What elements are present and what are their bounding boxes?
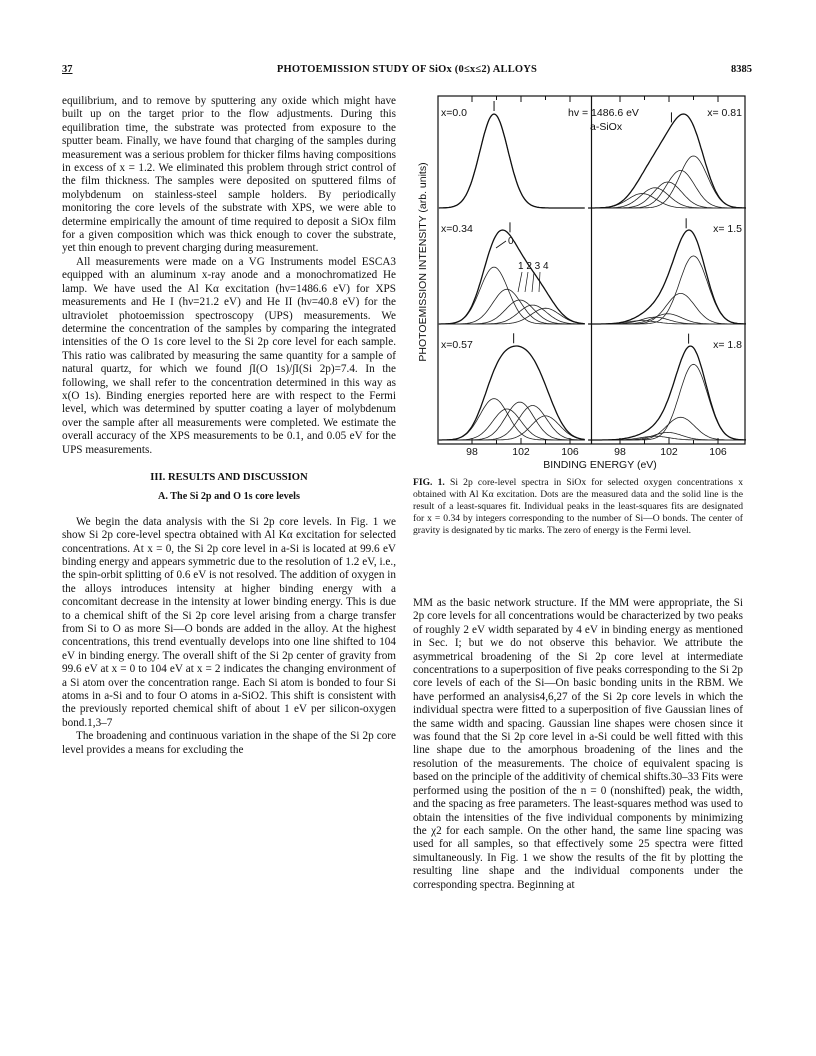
component-peak xyxy=(588,432,746,440)
component-peak xyxy=(439,289,585,324)
component-peak xyxy=(588,182,746,208)
paragraph: The broadening and continuous variation in the shape of the Si 2p core level provides a means for excluding the xyxy=(62,730,396,756)
peak-label-0: 0 xyxy=(508,236,514,247)
x-tick-label: 106 xyxy=(709,446,727,458)
component-peak xyxy=(439,114,585,208)
energy-annotation: hv = 1486.6 eV xyxy=(568,107,639,119)
component-peak xyxy=(588,417,746,440)
header-title: PHOTOEMISSION STUDY OF SiOx (0≤x≤2) ALLOYS xyxy=(276,64,538,75)
header-page-number: 8385 xyxy=(731,64,752,75)
y-axis-label: PHOTOEMISSION INTENSITY (arb. units) xyxy=(417,162,429,362)
panel-label: x=0.57 xyxy=(441,339,473,351)
component-peak xyxy=(588,170,746,208)
subsection-heading: A. The Si 2p and O 1s core levels xyxy=(158,491,300,503)
figure-1 xyxy=(412,94,746,474)
left-column xyxy=(62,95,396,757)
figure-plot xyxy=(412,94,746,474)
paragraph: MM as the basic network structure. If the MM were appropriate, the Si 2p core levels for all concentrations would be characterized by two peaks of roughly 2 eV width separated by 4 eV in binding energy as mentioned in Sec. I; but we do not observe this behavior. We attribute the asymmetrical broadening of the Si 2p core level at intermediate concentrations to a superposition of five peaks corresponding to the Si 2p core levels of each of the Si—On basic bonding units in the RBM. We have performed an analysis4,6,27 of the Si 2p core levels in which the individual spectra were fitted to a superposition of five Gaussian lines of the same width and spacing. Gaussian line shapes were chosen since it was found that the Si 2p core level in a-Si could be well fitted with this line shape due to the amorphous broadening of the lines and the resolution of the measurements. The choice of equivalent spacing is based on the principle of the additivity of chemical shifts.30–33 Fits were performed using the position of the n = 0 (nonshifted) peak, the width, and the spacing as free parameters. The least-squares method was used to obtain the intensities of the five individual components by minimizing the χ2 for each sample. On the other hand, the same line spacing was used for all samples, so that effectively some 25 spectra were fitted simultaneously. In Fig. 1 we show the results of the fit by plotting the resulting line shape and the individual components under the corresponding spectra. Beginning at xyxy=(413,597,743,891)
peak-label-leader xyxy=(525,272,528,292)
x-tick-label: 102 xyxy=(660,446,678,458)
peak-label-leader xyxy=(518,272,522,292)
paragraph: All measurements were made on a VG Instruments model ESCA3 equipped with an aluminum x-ray anode and a monochromatized He lamp. We have used the Al Kα excitation (hν=1486.6 eV) for XPS measurements and He I (hν=21.2 eV) and He II (hν=40.8 eV) for the ultraviolet photoemission spectroscopy (UPS) measurements. We determine the concentration of the samples by comparing the integrated intensities of the O 1s core level to the Si 2p core level for each sample. This ratio was calibrated by measuring the same quantity for a sample of natural quartz, for which we found ∫I(O 1s)/∫I(Si 2p)=7.4. In the following, we shall refer to the concentration determined in this way as x(O 1s). Binding energies reported here are with respect to the Fermi level, which was determined by sputter coating a layer of molybdenum over the sample after all measurements were completed. We estimate the overall accuracy of the XPS measurements to be 0.1, and 0.05 eV for the UPS measurements. xyxy=(62,255,396,456)
fit-line xyxy=(439,114,585,208)
fit-line xyxy=(588,230,746,324)
panel-label: x=0.34 xyxy=(441,223,473,235)
panel-label: x= 1.5 xyxy=(713,223,742,235)
panel-label: x= 0.81 xyxy=(707,107,742,119)
peak-label-leader xyxy=(539,272,540,292)
caption-label: FIG. 1. xyxy=(413,477,445,488)
figure-caption xyxy=(413,477,743,537)
paragraph: We begin the data analysis with the Si 2p core levels. In Fig. 1 we show Si 2p core-level spectra obtained with Al Kα excitation for selected concentrations. At x = 0, the Si 2p core level in a-Si is located at 99.6 eV binding energy and appears symmetric due to the resolution of 1.2 eV, i.e., the spin-orbit splitting of 0.6 eV is not resolved. The addition of oxygen in the alloys introduces intensity at higher binding energy with a concomitant decrease in the intensity at lower binding energy. This is due to a chemical shift of the Si 2p core level arising from a charge transfer from Si to O as more Si—O bonds are added in the alloy. At the highest concentrations, this trend eventually develops into one line shifted to 104 eV in binding energy. The overall shift of the Si 2p center of gravity from 99.6 eV at x = 0 to 104 eV at x = 2 indicates the changing environment of a Si atom over the concentration range. Each Si atom is bonded to four Si atoms in a-Si and to four O atoms in a-SiO2. This shift is consistent with the previously reported chemical shift of about 1 eV per silicon-oxygen bond.1,3–7 xyxy=(62,515,396,729)
x-tick-label: 102 xyxy=(512,446,530,458)
paragraph: equilibrium, and to remove by sputtering any oxide which might have built up on the target prior to the flow adjustments. During this equilibration time, the substrate was protected from exposure to the sputter beam. Finally, we have found that charging of the samples during measurement was a serious problem for thicker films having compositions in excess of x = 1.2. We eliminated this problem through strict control of the film thickness. The samples were deposited on sputtered films of molybdenum on stainless-steel sample holders. By periodically monitoring the core levels of the substrate with XPS, we were able to determine empirically the amount of time required to deposit a SiOx film for a given composition which was thick enough to cover the substrate, yet thin enough to prevent charging during measurement. xyxy=(62,95,396,255)
peak-labels-1234: 1 2 3 4 xyxy=(518,261,549,272)
fit-line xyxy=(439,346,585,440)
peak-label-leader xyxy=(532,272,534,292)
header-page-ref: 37 xyxy=(62,64,73,75)
component-peak xyxy=(439,308,585,324)
component-peak xyxy=(439,399,585,440)
x-tick-label: 106 xyxy=(561,446,579,458)
right-column xyxy=(413,597,743,892)
x-axis-label: BINDING ENERGY (eV) xyxy=(543,459,657,471)
x-tick-label: 98 xyxy=(614,446,626,458)
material-annotation: a-SiOx xyxy=(590,121,623,133)
panel-label: x= 1.8 xyxy=(713,339,742,351)
x-tick-label: 98 xyxy=(466,446,478,458)
caption-text: Si 2p core-level spectra in SiOx for selected oxygen concentrations x obtained with Al Kα excitation. Dots are the measured data and the solid line is the result of a least-squares fit. Individual peaks in the least-squares fits are designated for x = 0.34 by integers corresponding to the number of Si—O bonds. The center of gravity is designated by tic marks. The zero of energy is the Fermi level. xyxy=(413,477,743,537)
peak-label-leader xyxy=(496,241,506,248)
section-heading: III. RESULTS AND DISCUSSION xyxy=(150,471,308,483)
panel-label: x=0.0 xyxy=(441,107,467,119)
running-header xyxy=(62,64,752,80)
component-peak xyxy=(439,267,585,324)
